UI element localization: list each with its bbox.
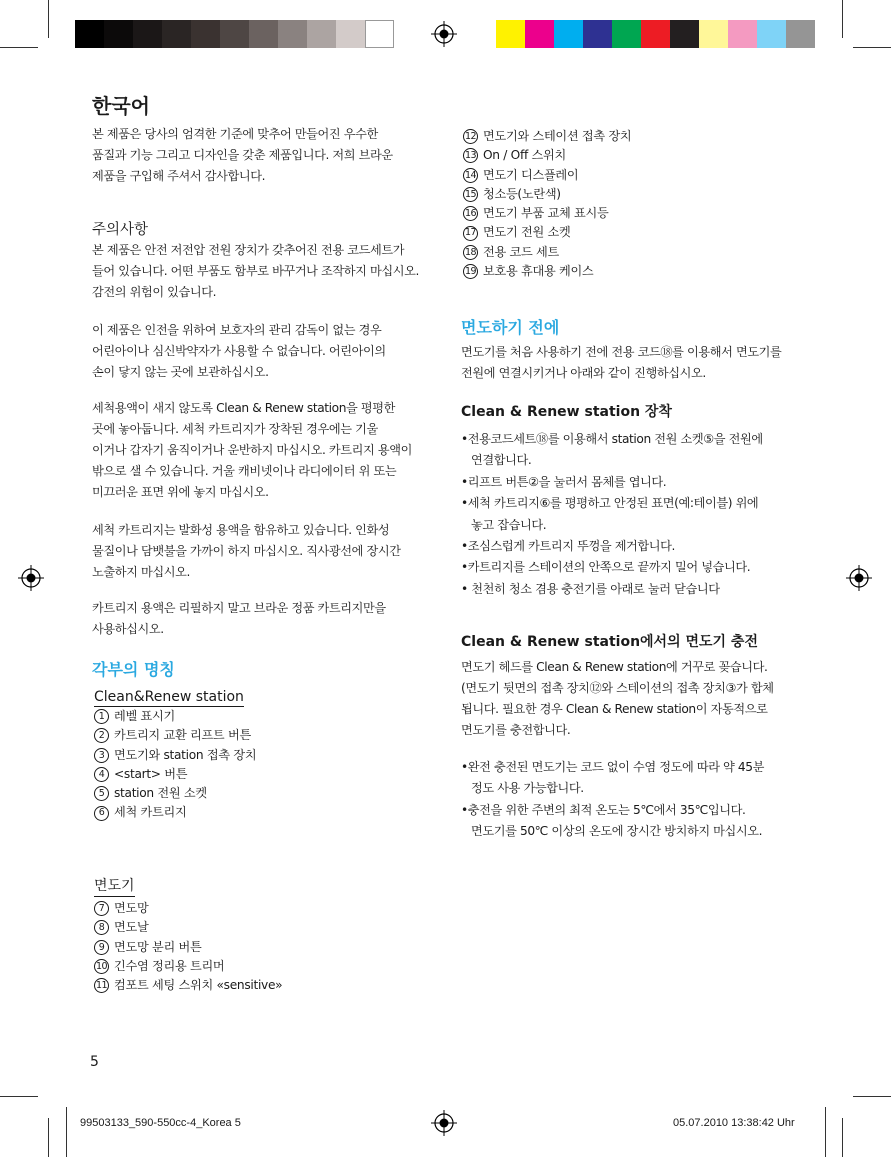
color-swatch [786, 20, 815, 48]
caution-paragraph: 이 제품은 인전을 위하여 보호자의 관리 감독이 없는 경우 어린아이나 심신박약자가 사용할 수 없습니다. 어린아이의 손이 닿지 않는 곳에 보관하십시오. [92, 323, 386, 379]
crop-mark [48, 1118, 49, 1157]
color-swatch [670, 20, 699, 48]
bullet-item: •완전 충전된 면도기는 코드 없이 수염 정도에 따라 약 45분 [461, 760, 764, 774]
item-number: 13 [463, 148, 478, 163]
item-number: 18 [463, 245, 478, 260]
list-item [94, 765, 256, 784]
parts-heading: 각부의 명칭 [92, 660, 175, 679]
item-label: <start> 버튼 [114, 766, 188, 781]
item-label: 청소등(노란색) [483, 186, 561, 201]
charge-text: 면도기 헤드를 Clean & Renew station에 거꾸로 꽂습니다. (면도기 뒷면의 접촉 장치⑫와 스테이션의 접촉 장치③가 합체 됩니다. 필요한 경우 Clean & Renew station이 자동적으로 면도기를 충전합니다. [461, 660, 774, 737]
list-item [463, 262, 631, 281]
color-swatch [525, 20, 554, 48]
before-shaving-heading: 면도하기 전에 [461, 318, 560, 337]
caution-paragraph: 세척용액이 새지 않도록 Clean & Renew station을 평평한 곳에 놓아둡니다. 세척 카트리지가 장착된 경우에는 기울 이거나 갑자기 움직이거나 운반하지 마십시오. 카트리지 용액이 밖으로 샐 수 있습니다. 거울 캐비넷이나 라디에이터 위 또는 미끄러운 표면 위에 놓지 마십시오. [92, 401, 413, 499]
item-label: 면도날 [114, 920, 149, 935]
color-swatch [583, 20, 612, 48]
bullet-item: •조심스럽게 카트리지 뚜껑을 제거합니다. [461, 539, 676, 554]
caution-paragraph: 본 제품은 안전 저전압 전원 장치가 갖추어진 전용 코드세트가 들어 있습니다. 어떤 부품도 함부로 바꾸거나 조작하지 마십시오. 감전의 위험이 있습니다. [92, 243, 419, 299]
item-number: 10 [94, 959, 109, 974]
list-item [94, 918, 282, 937]
item-number: 4 [94, 767, 109, 782]
list-item [463, 127, 631, 146]
color-swatch [336, 20, 365, 48]
list-item [94, 803, 256, 822]
color-swatch [278, 20, 307, 48]
item-number: 5 [94, 786, 109, 801]
caution-heading: 주의사항 [92, 222, 149, 238]
item-number: 14 [463, 168, 478, 183]
list-item [94, 938, 282, 957]
item-number: 3 [94, 748, 109, 763]
color-swatch [162, 20, 191, 48]
bullet-item: •전용코드세트⑱를 이용해서 station 전원 소켓⑤을 전원에 [461, 432, 763, 446]
item-label: 면도망 [114, 901, 149, 915]
item-label: 면도기와 station 접촉 장치 [114, 747, 257, 762]
crop-mark [853, 1096, 891, 1097]
bullet-continuation: 면도기를 50℃ 이상의 온도에 장시간 방치하지 마십시오. [471, 824, 763, 839]
intro-paragraph: 본 제품은 당사의 엄격한 기준에 맞추어 만들어진 우수한 품질과 기능 그리고 디자인을 갖춘 제품입니다. 저희 브라운 제품을 구입해 주셔서 감사합니다. [92, 127, 393, 183]
list-item [94, 707, 256, 726]
item-label: 면도기와 스테이션 접촉 장치 [483, 129, 632, 143]
list-item [463, 204, 631, 223]
right-parts-list [463, 127, 631, 281]
crop-mark [853, 47, 891, 48]
item-number: 11 [94, 978, 109, 993]
color-swatch [191, 20, 220, 48]
color-swatch [728, 20, 757, 48]
list-item [463, 185, 631, 204]
item-number: 8 [94, 920, 109, 935]
crop-mark [842, 1118, 843, 1157]
list-item [463, 243, 631, 262]
color-swatch [104, 20, 133, 48]
color-swatch [307, 20, 336, 48]
item-label: 카트리지 교환 리프트 버튼 [114, 728, 251, 743]
color-swatch [496, 20, 525, 48]
bullet-item: •카트리지를 스테이션의 안쪽으로 끝까지 밀어 넣습니다. [461, 560, 751, 575]
item-label: 면도망 분리 버튼 [114, 939, 202, 954]
crop-mark [825, 1107, 826, 1157]
station-heading: Clean&Renew station [94, 689, 244, 705]
item-label: 레벨 표시기 [114, 709, 175, 723]
shaver-parts-list [94, 899, 282, 995]
before-shaving-text: 면도기를 처음 사용하기 전에 전용 코드⑱를 이용해서 면도기를 전원에 연결시키거나 아래와 같이 진행하십시오. [461, 345, 782, 380]
item-label: 전용 코드 세트 [483, 244, 559, 259]
bullet-continuation: 놓고 잡습니다. [471, 517, 547, 532]
item-number: 19 [463, 264, 478, 279]
crop-mark [66, 1107, 67, 1157]
color-swatch [757, 20, 786, 48]
color-swatch [365, 20, 394, 48]
item-label: 긴수염 정리용 트리머 [114, 958, 225, 973]
process-color-bar [496, 20, 815, 48]
item-number: 16 [463, 206, 478, 221]
install-heading: Clean & Renew station 장착 [461, 404, 672, 420]
charge-heading: Clean & Renew station에서의 면도기 충전 [461, 634, 758, 650]
registration-mark-icon [431, 1110, 457, 1136]
install-steps [461, 429, 763, 600]
item-label: station 전원 소켓 [114, 786, 207, 801]
list-item [94, 899, 282, 918]
list-item [94, 726, 256, 745]
item-label: 면도기 부품 교체 표시등 [483, 206, 609, 221]
bullet-continuation: 연결합니다. [471, 453, 532, 468]
item-number: 6 [94, 806, 109, 821]
list-item [94, 746, 256, 765]
list-item [463, 223, 631, 242]
item-label: 컴포트 세팅 스위치 «sensitive» [114, 978, 283, 993]
color-swatch [641, 20, 670, 48]
footer-timestamp: 05.07.2010 13:38:42 Uhr [673, 1117, 795, 1129]
bullet-item: •충전을 위한 주변의 최적 온도는 5℃에서 35℃입니다. [461, 802, 746, 817]
item-number: 7 [94, 901, 109, 916]
page-title: 한국어 [92, 94, 150, 118]
color-swatch [249, 20, 278, 48]
item-number: 17 [463, 226, 478, 241]
item-number: 9 [94, 940, 109, 955]
bullet-item: •세척 카트리지⑥를 평평하고 안정된 표면(예:테이블) 위에 [461, 496, 759, 511]
registration-mark-icon [431, 21, 457, 47]
item-label: 세척 카트리지 [114, 805, 187, 820]
shaver-heading: 면도기 [94, 875, 135, 897]
color-swatch [612, 20, 641, 48]
list-item [94, 957, 282, 976]
item-number: 1 [94, 709, 109, 724]
crop-mark [842, 0, 843, 38]
crop-mark [48, 0, 49, 38]
page-number: 5 [90, 1054, 99, 1070]
color-swatch [133, 20, 162, 48]
item-label: 보호용 휴대용 케이스 [483, 264, 594, 279]
caution-paragraph: 카트리지 용액은 리필하지 말고 브라운 정품 카트리지만을 사용하십시오. [92, 601, 386, 636]
item-label: 면도기 디스플레이 [483, 167, 579, 182]
list-item [94, 976, 282, 995]
color-swatch [220, 20, 249, 48]
registration-mark-icon [846, 565, 872, 591]
footer-file-info: 99503133_590-550cc-4_Korea 5 [80, 1117, 241, 1129]
registration-mark-icon [18, 565, 44, 591]
list-item [94, 784, 256, 803]
item-number: 12 [463, 129, 478, 144]
crop-mark [0, 47, 38, 48]
caution-paragraph: 세척 카트리지는 발화성 용액을 함유하고 있습니다. 인화성 물질이나 담뱃불을 가까이 하지 마십시오. 직사광선에 장시간 노출하지 마십시오. [92, 523, 401, 579]
list-item [463, 166, 631, 185]
item-number: 2 [94, 728, 109, 743]
grayscale-color-bar [75, 20, 394, 48]
bullet-continuation: 정도 사용 가능합니다. [471, 781, 584, 796]
list-item [463, 146, 631, 165]
item-label: On / Off 스위치 [483, 148, 566, 163]
item-label: 면도기 전원 소켓 [483, 225, 571, 240]
bullet-item: •리프트 버튼②을 눌러서 몸체를 엽니다. [461, 474, 667, 489]
bullet-item: • 천천히 청소 겸용 충전기를 아래로 눌러 닫습니다 [461, 581, 720, 596]
item-number: 15 [463, 187, 478, 202]
crop-mark [0, 1096, 38, 1097]
charge-notes [461, 757, 764, 843]
color-swatch [699, 20, 728, 48]
color-swatch [554, 20, 583, 48]
station-parts-list [94, 707, 256, 823]
color-swatch [75, 20, 104, 48]
